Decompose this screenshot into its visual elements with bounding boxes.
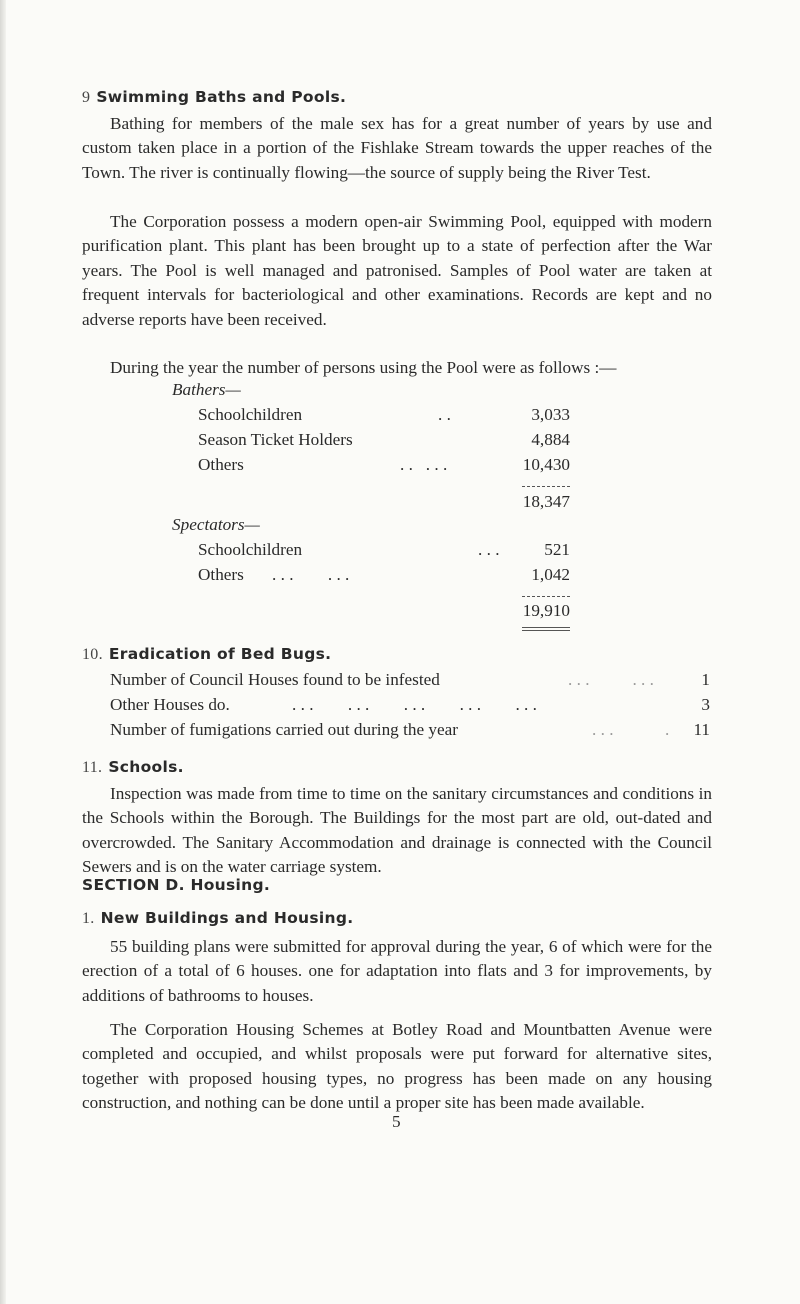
section-11-paragraph: Inspection was made from time to time on the sanitary circumstances and conditions in the Schools within the Borough. The Buildings for the most part are old, out-dated and overcrowded. The Sanitary Accommodation and drainage is connected with the Council Sewers and is on the water carriage system. [82, 784, 712, 877]
bed-bugs-row-dots: . . . . [592, 720, 670, 739]
subtotal-rule [522, 486, 570, 487]
section-9-title: Swimming Baths and Pools. [96, 88, 347, 106]
bed-bugs-row-value: 1 [701, 670, 710, 689]
bathers-row-label: Others [198, 455, 244, 474]
spectators-row-label: Schoolchildren [198, 540, 303, 559]
bathers-row-value: 10,430 [522, 455, 570, 474]
section-9-paragraph-1: Bathing for members of the male sex has for a great number of years by use and custom taken place in a portion of the Fishlake Stream towards the upper reaches of the Town. The river is continually flowing—the source of supply being the River Test. [82, 114, 712, 182]
grand-total: 19,910 [522, 601, 570, 620]
section-11-title: Schools. [108, 758, 184, 776]
bed-bugs-row-label: Other Houses do. [110, 695, 230, 714]
page-number: 5 [392, 1112, 401, 1131]
pool-usage-intro: During the year the number of persons using the Pool were as follows :— [110, 358, 617, 377]
housing-paragraph-2: The Corporation Housing Schemes at Botley Road and Mountbatten Avenue were completed and occupied, and whilst proposals were put forward for alternative sites, together with proposed housing types, no progress has been made on any housing construction, and nothing can be done until a proper site has been made available. [82, 1020, 712, 1113]
housing-paragraph-1: 55 building plans were submitted for approval during the year, 6 of which were for the erection of a total of 6 houses. one for adaptation into flats and 3 for improvements, by additions of bathrooms to houses. [82, 937, 712, 1005]
new-buildings-title: New Buildings and Housing. [100, 909, 354, 927]
bathers-label: Bathers— [172, 380, 241, 399]
total-rule [522, 596, 570, 597]
section-10-title: Eradication of Bed Bugs. [108, 645, 332, 663]
section-9-heading [82, 88, 346, 107]
new-buildings-heading [82, 909, 353, 928]
bathers-total: 18,347 [522, 492, 570, 511]
section-10-number: 10. [82, 646, 103, 663]
bed-bugs-row-label: Number of fumigations carried out during the year [110, 720, 458, 739]
section-9-paragraph-2: The Corporation possess a modern open-air Swimming Pool, equipped with modern purification plant. This plant has been brought up to a state of perfection after the War years. The Pool is well managed and patronised. Samples of Pool water are taken at frequent intervals for bacteriological and other examinations. Records are kept and no adverse reports have been received. [82, 212, 712, 329]
bed-bugs-row-label: Number of Council Houses found to be infested [110, 670, 440, 689]
double-rule-top [522, 627, 570, 628]
spectators-row-dots: . . . . . . [272, 565, 350, 584]
bathers-row-dots: . . . . . [400, 455, 448, 474]
bed-bugs-row-dots: . . . . . . . . . . . . . . . [292, 695, 537, 714]
spectators-row-label: Others [198, 565, 244, 584]
spectators-row-dots: . . . [478, 540, 500, 559]
spectators-row-value: 521 [544, 540, 570, 559]
section-9-number: 9 [82, 89, 91, 106]
section-11-number: 11. [82, 759, 103, 776]
spectators-label: Spectators— [172, 515, 260, 534]
bed-bugs-row-value: 11 [693, 720, 710, 739]
new-buildings-number: 1. [82, 910, 95, 927]
bathers-row-label: Schoolchildren [198, 405, 303, 424]
section-10-heading [82, 645, 331, 664]
spectators-row-value: 1,042 [531, 565, 570, 584]
section-11-heading [82, 758, 184, 777]
bathers-row-label: Season Ticket Holders [198, 430, 353, 449]
double-rule-bottom [522, 630, 570, 631]
bathers-row-dots: . . [438, 405, 451, 424]
bathers-row-value: 4,884 [531, 430, 570, 449]
bed-bugs-row-value: 3 [701, 695, 710, 714]
page-edge [0, 0, 6, 1304]
bed-bugs-row-dots: . . . . . . [568, 670, 654, 689]
section-d-heading: SECTION D. Housing. [82, 876, 271, 894]
bathers-row-value: 3,033 [531, 405, 570, 424]
